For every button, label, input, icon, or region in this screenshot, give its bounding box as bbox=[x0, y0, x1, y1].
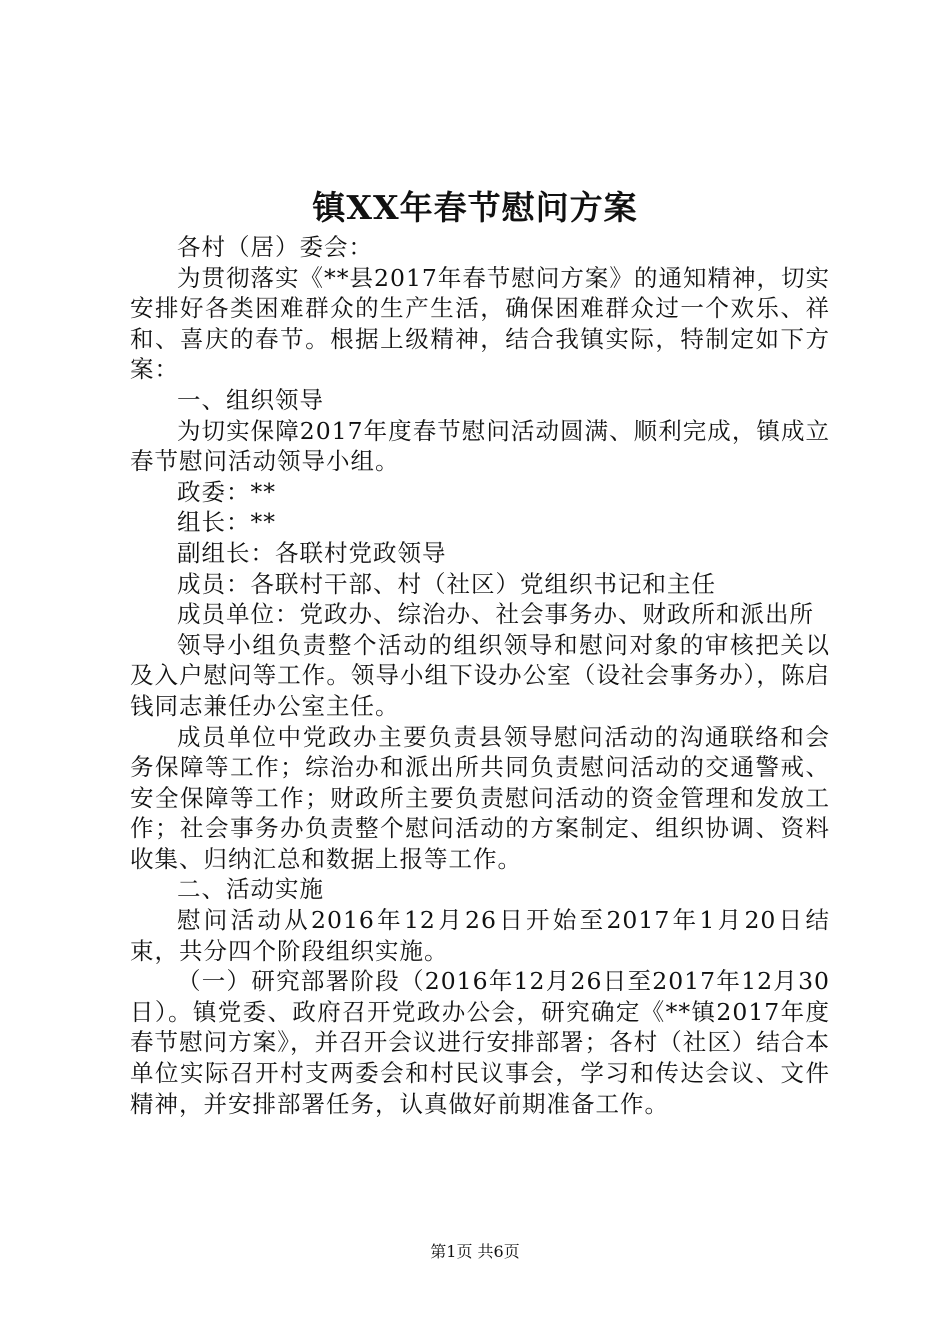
paragraph-group-duties: 领导小组负责整个活动的组织领导和慰问对象的审核把关以及入户慰问等工作。领导小组下设办公室（设社会事务办），陈启钱同志兼任办公室主任。 bbox=[130, 630, 830, 720]
paragraph-political-commissar: 政委：** bbox=[177, 477, 276, 506]
section-heading-implementation: 二、活动实施 bbox=[177, 875, 324, 904]
paragraph-member-units: 成员单位：党政办、综治办、社会事务办、财政所和派出所 bbox=[177, 600, 814, 629]
paragraph-phase-one: （一）研究部署阶段（2016年12月26日至2017年12月30日）。镇党委、政府召开党政办公会，研究确定《**镇2017年度春节慰问方案》，并召开会议进行安排部署；各村（社区）结合本单位实际召开村支两委会和村民议事会，学习和传达会议、文件精神，并安排部署任务，认真做好前期准备工作。 bbox=[130, 967, 830, 1118]
paragraph-unit-duties: 成员单位中党政办主要负责县领导慰问活动的沟通联络和会务保障等工作；综治办和派出所共同负责慰问活动的交通警戒、安全保障等工作；财政所主要负责慰问活动的资金管理和发放工作；社会事务办负责整个慰问活动的方案制定、组织协调、资料收集、归纳汇总和数据上报等工作。 bbox=[130, 722, 830, 873]
paragraph-leading-group: 为切实保障2017年度春节慰问活动圆满、顺利完成，镇成立春节慰问活动领导小组。 bbox=[130, 416, 830, 476]
paragraph-members: 成员：各联村干部、村（社区）党组织书记和主任 bbox=[177, 569, 716, 598]
document-body bbox=[130, 232, 830, 1119]
paragraph-intro: 为贯彻落实《**县2017年春节慰问方案》的通知精神，切实安排好各类困难群众的生产生活，确保困难群众过一个欢乐、祥和、喜庆的春节。根据上级精神，结合我镇实际，特制定如下方案： bbox=[130, 263, 830, 384]
paragraph-salutation: 各村（居）委会： bbox=[177, 233, 373, 261]
page-number-footer: 第1页 共6页 bbox=[430, 1242, 520, 1261]
paragraph-group-leader: 组长：** bbox=[177, 508, 276, 537]
section-heading-organization: 一、组织领导 bbox=[177, 385, 324, 414]
paragraph-deputy-leader: 副组长：各联村党政领导 bbox=[177, 538, 447, 567]
document-title: 镇XX年春节慰问方案 bbox=[312, 188, 638, 227]
paragraph-schedule: 慰问活动从2016年12月26日开始至2017年1月20日结束，共分四个阶段组织实施。 bbox=[130, 906, 830, 965]
